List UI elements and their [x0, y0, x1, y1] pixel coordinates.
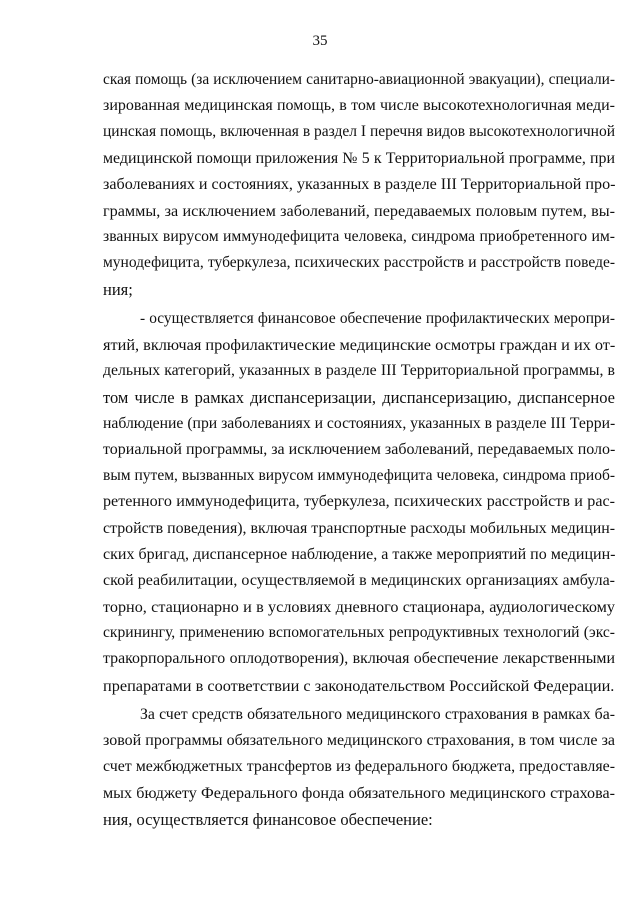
- text-line: За счет средств обязательного медицинского страхования в рамках ба-: [140, 706, 615, 723]
- text-line: торно, стационарно и в условиях дневного стационара, аудиологическому: [103, 598, 615, 617]
- text-line: стройств поведения), включая транспортные расходы мобильных медицин-: [103, 519, 615, 537]
- text-line: - осуществляется финансовое обеспечение профилактических меропри-: [140, 310, 615, 327]
- text-line: дельных категорий, указанных в разделе III Территориальной программы, в: [103, 362, 615, 380]
- text-line: препаратами в соответствии с законодательством Российской Федерации.: [103, 675, 615, 695]
- text-line: зированная медицинская помощь, в том числе высокотехнологичная меди-: [103, 97, 615, 115]
- text-line: мунодефицита, туберкулеза, психических расстройств и расстройств поведе-: [103, 254, 615, 272]
- text-line: ских бригад, диспансерное наблюдение, а также мероприятий по медицин-: [103, 545, 616, 563]
- text-line: ния, осуществляется финансовое обеспечение:: [103, 809, 433, 829]
- text-line: граммы, за исключением заболеваний, передаваемых половым путем, вы-: [103, 201, 615, 220]
- text-line: тракорпорального оплодотворения), включая обеспечение лекарственными: [103, 650, 615, 668]
- text-line: цинская помощь, включенная в раздел I перечня видов высокотехнологичной: [103, 123, 615, 141]
- text-line: счет межбюджетных трансфертов из федерального бюджета, предоставляе-: [103, 758, 615, 776]
- text-line: ятий, включая профилактические медицинские осмотры граждан и их от-: [103, 335, 616, 355]
- text-line: скринингу, применению вспомогательных репродуктивных технологий (экс-: [103, 624, 615, 642]
- text-line: заболеваниях и состояниях, указанных в разделе III Территориальной про-: [103, 175, 616, 193]
- text-line: ской реабилитации, осуществляемой в медицинских организациях амбула-: [103, 571, 615, 589]
- text-line: ская помощь (за исключением санитарно-авиационной эвакуации), специали-: [103, 71, 615, 88]
- paragraph: [103, 702, 615, 833]
- page-number: 35: [312, 33, 328, 49]
- paragraph: [103, 306, 615, 699]
- text-line: медицинской помощи приложения № 5 к Территориальной программе, при: [103, 149, 615, 167]
- text-line: званных вирусом иммунодефицита человека, синдрома приобретенного им-: [103, 228, 615, 246]
- text-line: наблюдение (при заболеваниях и состояниях, указанных в разделе III Терри-: [103, 414, 616, 432]
- text-line: ния;: [103, 279, 133, 299]
- paragraph: [103, 67, 615, 303]
- text-line: том числе в рамках диспансеризации, диспансеризацию, диспансерное: [103, 387, 615, 407]
- text-line: ториальной программы, за исключением заболеваний, передаваемых поло-: [103, 440, 616, 458]
- text-line: зовой программы обязательного медицинского страхования, в том числе за: [103, 732, 615, 750]
- text-line: вым путем, вызванных вирусом иммунодефицита человека, синдрома приоб-: [103, 467, 615, 485]
- text-line: ретенного иммунодефицита, туберкулеза, психических расстройств и рас-: [103, 493, 615, 511]
- text-line: мых бюджету Федерального фонда обязательного медицинского страхова-: [103, 784, 615, 802]
